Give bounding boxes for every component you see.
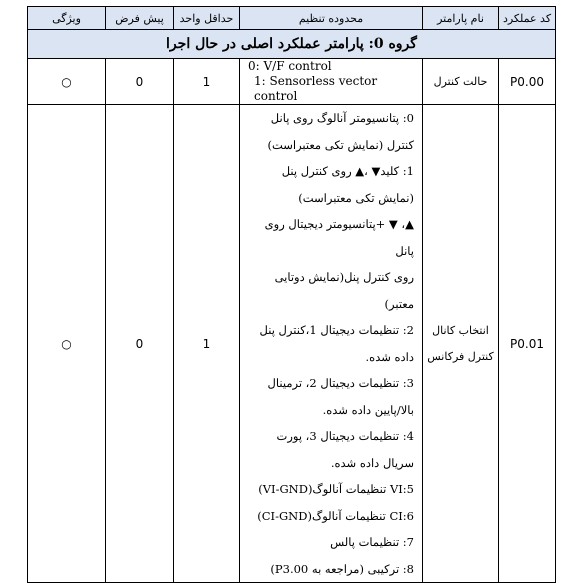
cell-range: [240, 59, 423, 105]
cell-min-unit: 1: [174, 59, 240, 105]
range-line: 4: تنظیمات دیجیتال 3، پورت: [276, 429, 414, 443]
cell-feature: ○: [28, 59, 106, 105]
name-line: انتخاب کانال: [432, 323, 489, 337]
range-line: 3: تنظیمات دیجیتال 2، ترمینال: [267, 376, 414, 390]
group-row: [28, 30, 556, 59]
range-line: 2: تنظیمات دیجیتال 1،کنترل پنل: [259, 323, 414, 337]
table-row: [28, 59, 556, 105]
header-code: کد عملکرد: [499, 7, 556, 30]
table-row: [28, 105, 556, 583]
range-line: 5:VI تنظیمات آنالوگ(VI-GND): [258, 482, 414, 496]
range-line: 1: کلید▼ ،▲ روی کنترل پنل: [281, 164, 414, 178]
range-line: روی کنترل پنل(نمایش دوتایی معتبر): [274, 270, 414, 311]
cell-name: حالت کنترل: [423, 59, 499, 105]
range-line: بالا/پایین داده شده.: [322, 402, 414, 417]
range-line: سریال داده شده.: [330, 455, 414, 470]
range-line: داده شده.: [365, 349, 414, 364]
group-title: گروه 0: پارامتر عملکرد اصلی در حال اجرا: [28, 30, 556, 59]
range-line: 1: Sensorless vector control: [254, 74, 378, 103]
header-default: پیش فرض: [106, 7, 174, 30]
name-line: کنترل فرکانس: [427, 349, 494, 363]
parameter-table: [27, 6, 556, 583]
cell-feature: ○: [28, 105, 106, 583]
cell-range: [240, 105, 423, 583]
range-line: کنترل (نمایش تکی معتبراست): [267, 137, 414, 152]
header-row: [28, 7, 556, 30]
header-name: نام پارامتر: [423, 7, 499, 30]
range-line: (نمایش تکی معتبراست): [298, 190, 414, 205]
cell-name: [423, 105, 499, 583]
header-feature: ویژگی: [28, 7, 106, 30]
range-line: 6:CI تنظیمات آنالوگ(CI-GND): [257, 508, 414, 523]
range-line: 7: تنظیمات پالس: [330, 535, 414, 549]
cell-code: P0.01: [499, 105, 556, 583]
range-line: 0: پتانسیومتر آنالوگ روی پانل: [270, 111, 414, 125]
cell-default: 0: [106, 59, 174, 105]
range-line: 8: ترکیبی (مراجعه به P3.00): [270, 561, 414, 576]
range-line: ▲، ▼ +پتانسیومتر دیجیتال روی پانل: [264, 217, 414, 258]
header-range: محدوده تنظیم: [240, 7, 423, 30]
cell-min-unit: 1: [174, 105, 240, 583]
cell-code: P0.00: [499, 59, 556, 105]
range-line: 0: V/F control: [248, 59, 332, 73]
cell-default: 0: [106, 105, 174, 583]
header-min-unit: حداقل واحد: [174, 7, 240, 30]
